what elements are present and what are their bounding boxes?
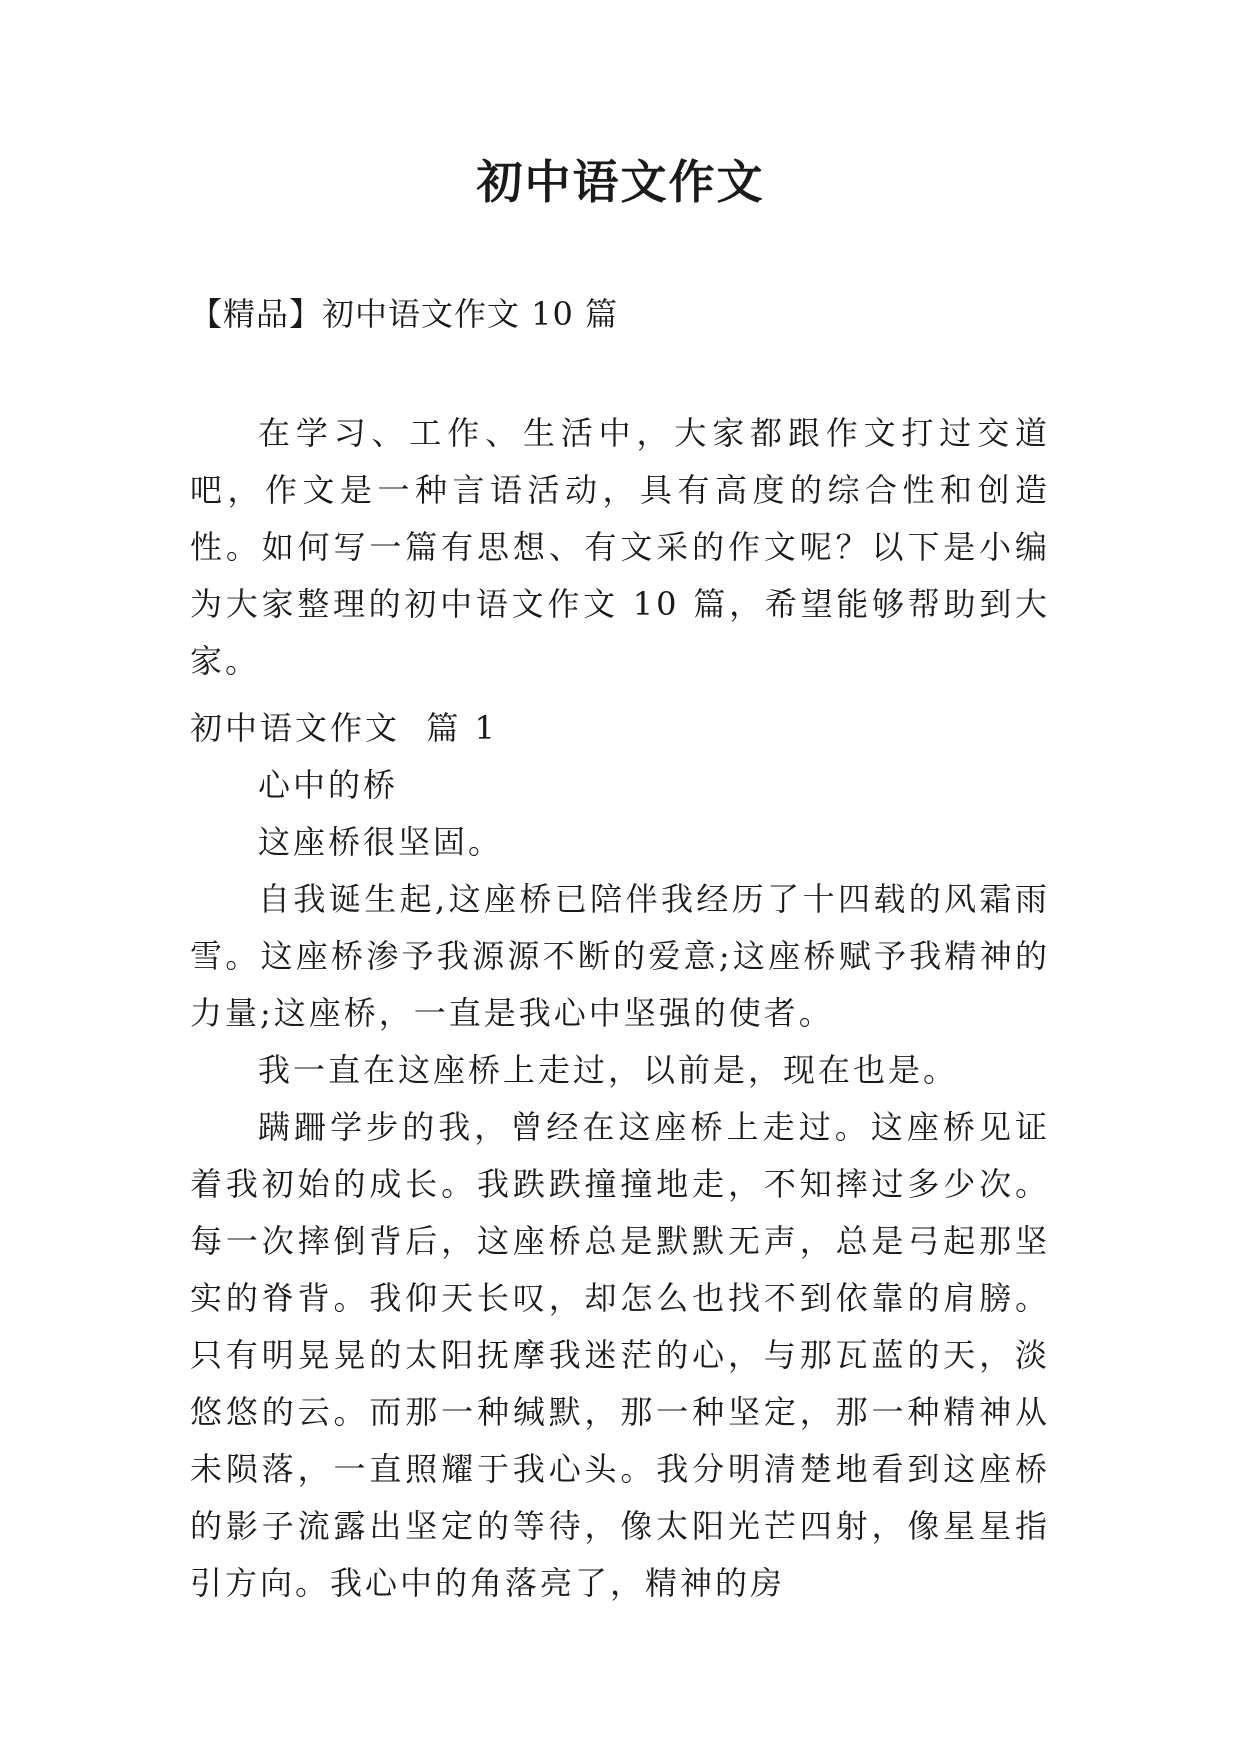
essay-paragraph: 蹒跚学步的我，曾经在这座桥上走过。这座桥见证着我初始的成长。我跌跌撞撞地走，不知摔过多少次。每一次摔倒背后，这座桥总是默默无声，总是弓起那坚实的脊背。我仰天长叹，却怎么也找不到依靠的肩膀。只有明晃晃的太阳抚摩我迷茫的心，与那瓦蓝的天，淡悠悠的云。而那一种缄默，那一种坚定，那一种精神从未陨落，一直照耀于我心头。我分明清楚地看到这座桥的影子流露出坚定的等待，像太阳光芒四射，像星星指引方向。我心中的角落亮了，精神的房 [190,1108,1050,1602]
document-title: 初中语文作文 [476,155,765,209]
essay-paragraph: 自我诞生起,这座桥已陪伴我经历了十四载的风霜雨雪。这座桥渗予我源源不断的爱意;这座桥赋予我精神的力量;这座桥，一直是我心中坚强的使者。 [190,880,1050,1032]
essay-paragraph: 这座桥很坚固。 [258,823,504,861]
essay-paragraph: 我一直在这座桥上走过，以前是，现在也是。 [258,1051,959,1089]
essay-title: 心中的桥 [258,766,399,804]
document-subtitle: 【精品】初中语文作文 10 篇 [190,295,619,333]
intro-paragraph: 在学习、工作、生活中，大家都跟作文打过交道吧，作文是一种言语活动，具有高度的综合性和创造性。如何写一篇有思想、有文采的作文呢？以下是小编为大家整理的初中语文作文 10 篇，希望能够帮助到大家。 [190,414,1050,680]
section-heading: 初中语文作文 篇 1 [190,709,498,747]
essay-section-1 [190,700,1050,1612]
